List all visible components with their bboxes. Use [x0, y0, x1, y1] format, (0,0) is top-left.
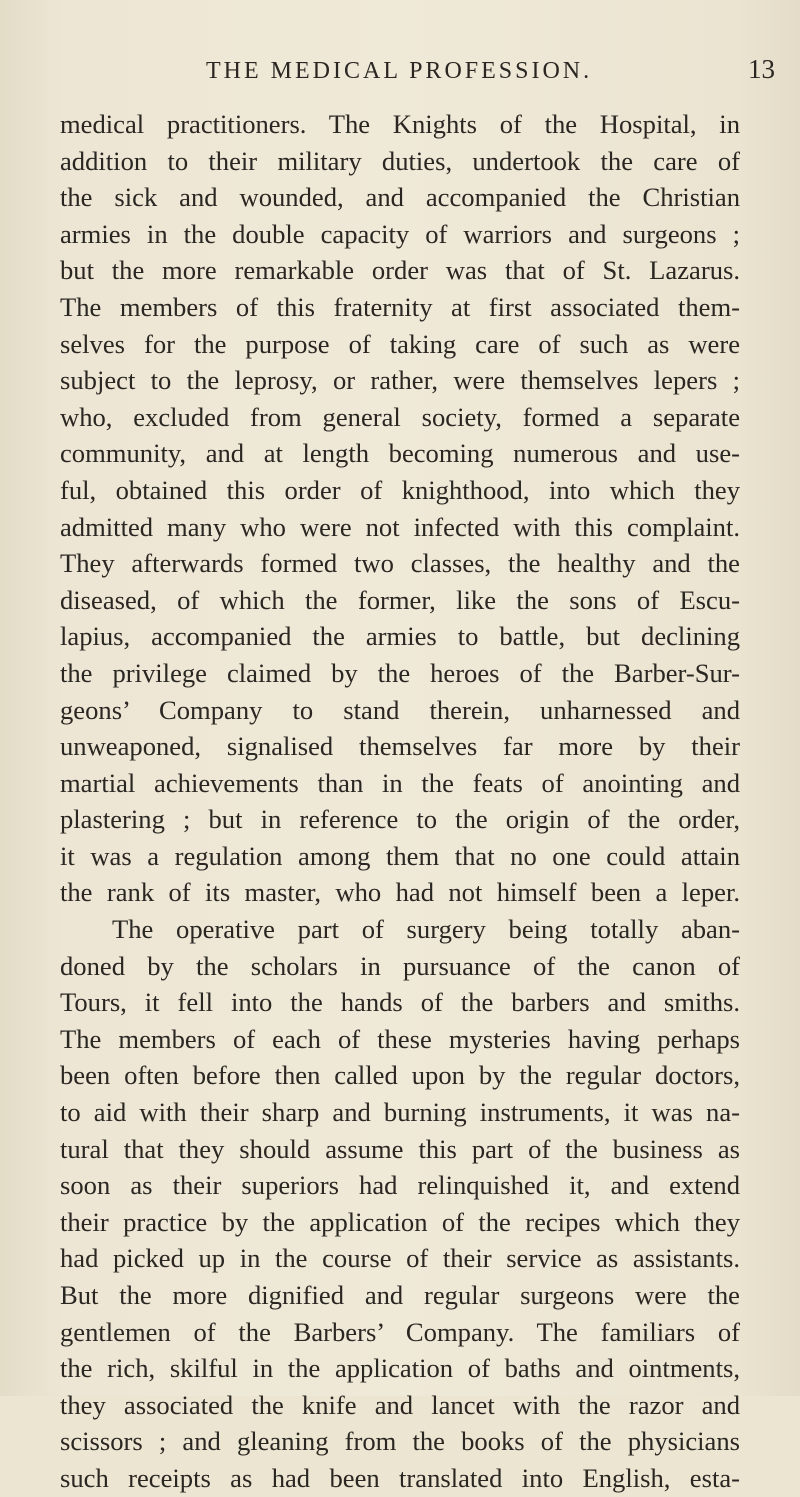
- text-line: the rich, skilful in the application of baths and ointments,: [60, 1353, 740, 1384]
- text-line: admitted many who were not infected with this complaint.: [60, 511, 740, 542]
- text-line: armies in the double capacity of warriors and surgeons ;: [60, 218, 740, 249]
- text-line: their practice by the application of the recipes which they: [60, 1206, 740, 1237]
- text-line: they associated the knife and lancet with the razor and: [60, 1389, 740, 1420]
- text-line: had picked up in the course of their service as assistants.: [60, 1243, 740, 1274]
- text-line-paragraph-start: The operative part of surgery being totally aban-: [112, 914, 740, 945]
- text-line: subject to the leprosy, or rather, were themselves lepers ;: [60, 365, 740, 396]
- text-line: diseased, of which the former, like the sons of Escu-: [60, 584, 740, 615]
- text-line: to aid with their sharp and burning instruments, it was na-: [60, 1097, 740, 1128]
- text-line: the sick and wounded, and accompanied the Christian: [60, 182, 740, 213]
- text-line: doned by the scholars in pursuance of the canon of: [60, 950, 740, 981]
- text-line: it was a regulation among them that no one could attain: [60, 840, 740, 871]
- text-line: martial achievements than in the feats of anointing and: [60, 767, 740, 798]
- text-line: geons’ Company to stand therein, unharnessed and: [60, 694, 740, 725]
- text-line: the privilege claimed by the heroes of the Barber-Sur-: [60, 657, 740, 688]
- text-line: but the more remarkable order was that of St. Lazarus.: [60, 255, 740, 286]
- text-line: The members of each of these mysteries having perhaps: [60, 1023, 740, 1054]
- text-line: who, excluded from general society, formed a separate: [60, 401, 740, 432]
- text-line: ful, obtained this order of knighthood, into which they: [60, 474, 740, 505]
- body-text: [60, 106, 740, 1497]
- text-line: unweaponed, signalised themselves far more by their: [60, 731, 740, 762]
- text-line: They afterwards formed two classes, the healthy and the: [60, 548, 740, 579]
- text-line: gentlemen of the Barbers’ Company. The familiars of: [60, 1316, 740, 1347]
- text-line: tural that they should assume this part of the business as: [60, 1133, 740, 1164]
- text-line: soon as their superiors had relinquished it, and extend: [60, 1170, 740, 1201]
- text-line: The members of this fraternity at first associated them-: [60, 291, 740, 322]
- text-line: community, and at length becoming numerous and use-: [60, 438, 740, 469]
- text-line: selves for the purpose of taking care of such as were: [60, 328, 740, 359]
- text-line: scissors ; and gleaning from the books of the physicians: [60, 1426, 740, 1457]
- text-line: lapius, accompanied the armies to battle, but declining: [60, 621, 740, 652]
- text-line: addition to their military duties, undertook the care of: [60, 145, 740, 176]
- page-number: 13: [748, 54, 775, 84]
- text-line: medical practitioners. The Knights of the Hospital, in: [60, 109, 740, 139]
- text-line: plastering ; but in reference to the origin of the order,: [60, 804, 740, 835]
- text-line: been often before then called upon by the regular doctors,: [60, 1060, 740, 1091]
- running-head: [0, 54, 800, 94]
- text-line: Tours, it fell into the hands of the barbers and smiths.: [60, 987, 740, 1018]
- running-title: THE MEDICAL PROFESSION.: [206, 58, 593, 84]
- text-line: such receipts as had been translated into English, esta-: [60, 1462, 740, 1493]
- text-line: But the more dignified and regular surgeons were the: [60, 1280, 740, 1310]
- text-line: the rank of its master, who had not himself been a leper.: [60, 877, 740, 908]
